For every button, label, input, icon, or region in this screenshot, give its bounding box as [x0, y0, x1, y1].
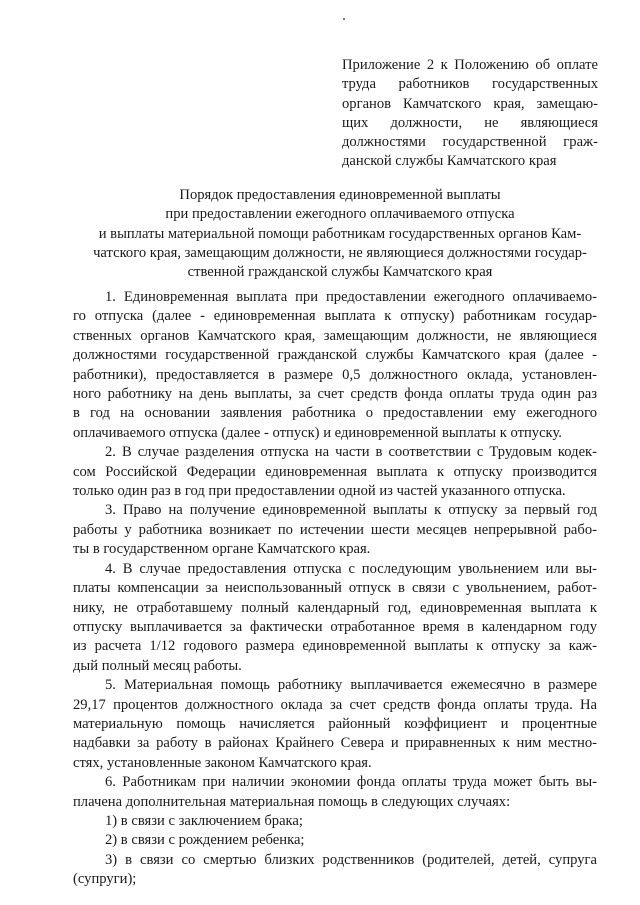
list-item: (супруги); — [73, 871, 137, 888]
paragraph-2-line: только один раз в год при предоставлении одной из частей указанного отпуска. — [73, 483, 566, 500]
paragraph-4-line: 4. В случае предоставления отпуска с последующим увольнением или вы- — [105, 560, 597, 577]
paragraph-1-line: работники), предоставляется в размере 0,5 должностного оклада, установлен- — [73, 366, 597, 383]
paragraph-6-line: плачена дополнительная материальная помощь в следующих случаях: — [73, 793, 511, 810]
paragraph-4-line: платы компенсации за неиспользованный отпуск в связи с увольнением, работ- — [73, 580, 597, 597]
paragraph-4-line: из расчета 1/12 годового размера единовременной выплаты к отпуску за каж- — [73, 638, 597, 655]
paragraph-3-line: работы у работника возникает по истечении шести месяцев непрерывной рабо- — [73, 521, 597, 538]
paragraph-5-line: стях, установленные законом Камчатского края. — [73, 754, 372, 771]
appendix-line: Приложение 2 к Положению об оплате — [342, 57, 598, 73]
paragraph-4-line: дый полный месяц работы. — [73, 657, 242, 674]
appendix-line: органов Камчатского края, замещаю- — [342, 95, 598, 112]
paragraph-6-line: 6. Работникам при наличии экономии фонда оплаты труда может быть вы- — [105, 774, 597, 791]
paragraph-5-line: 29,17 процентов должностного оклада за счет средств фонда оплаты труда. На — [73, 696, 597, 713]
title-line: ственной гражданской службы Камчатского края — [187, 264, 493, 281]
paragraph-1-line: ного работнику на день выплаты, за счет средств фонда оплаты труда один раз — [73, 386, 597, 403]
paragraph-3-line: 3. Право на получение единовременной выплаты к отпуску за первый год — [105, 502, 597, 519]
paragraph-1-line: должностями государственной гражданской службы Камчатского края (далее - — [73, 347, 597, 364]
list-item: 3) в связи со смертью близких родственников (родителей, детей, супруга — [105, 851, 597, 868]
paragraph-4-line: отпуску выплачивается за фактически отработанное время в календарном году — [73, 618, 597, 635]
appendix-line: должностями государственной граж- — [342, 134, 598, 151]
appendix-header — [342, 56, 598, 172]
paragraph-2-line: сом Российской Федерации единовременная выплата к отпуску производится — [73, 463, 597, 480]
document-body — [73, 288, 597, 890]
appendix-line: щих должности, не являющиеся — [342, 114, 598, 131]
paragraph-2-line: 2. В случае разделения отпуска на части в соответствии с Трудовым кодек- — [105, 444, 597, 461]
paragraph-3-line: ты в государственном органе Камчатского края. — [73, 541, 371, 558]
list-item: 1) в связи с заключением брака; — [105, 812, 303, 829]
paragraph-5-line: 5. Материальная помощь работнику выплачивается ежемесячно в размере — [105, 677, 597, 694]
title-line: и выплаты материальной помощи работникам государственных органов Кам- — [98, 225, 582, 242]
title-line: Порядок предоставления единовременной выплаты — [179, 187, 501, 203]
appendix-line: труда работников государственных — [342, 76, 598, 93]
paragraph-1-line: в год на основании заявления работника о предоставлении ему ежегодного — [73, 405, 597, 422]
paragraph-1-line: ственных органов Камчатского края, замещающим должности, не являющиеся — [73, 327, 597, 344]
list-item: 2) в связи с рождением ребенка; — [105, 832, 305, 849]
document-title — [60, 186, 620, 282]
scan-speck — [343, 18, 345, 20]
paragraph-1-line: го отпуска (далее - единовременная выплата к отпуску) работникам государ- — [73, 308, 597, 325]
paragraph-1-line: 1. Единовременная выплата при предоставлении ежегодного оплачиваемо- — [105, 289, 597, 305]
paragraph-5-line: надбавки за работу в районах Крайнего Севера и приравненных к ним местно- — [73, 735, 597, 752]
title-line: при предоставлении ежегодного оплачиваемого отпуска — [165, 206, 515, 223]
title-line: чатского края, замещающим должности, не являющиеся должностями государ- — [93, 244, 587, 261]
paragraph-4-line: нику, не отработавшему полный календарный год, единовременная выплата к — [73, 599, 597, 616]
paragraph-5-line: материальную помощь начисляется районный коэффициент и процентные — [73, 715, 597, 732]
paragraph-1-line: оплачиваемого отпуска (далее - отпуск) и единовременной выплаты к отпуску. — [73, 424, 562, 441]
appendix-line: данской службы Камчатского края — [342, 153, 557, 170]
